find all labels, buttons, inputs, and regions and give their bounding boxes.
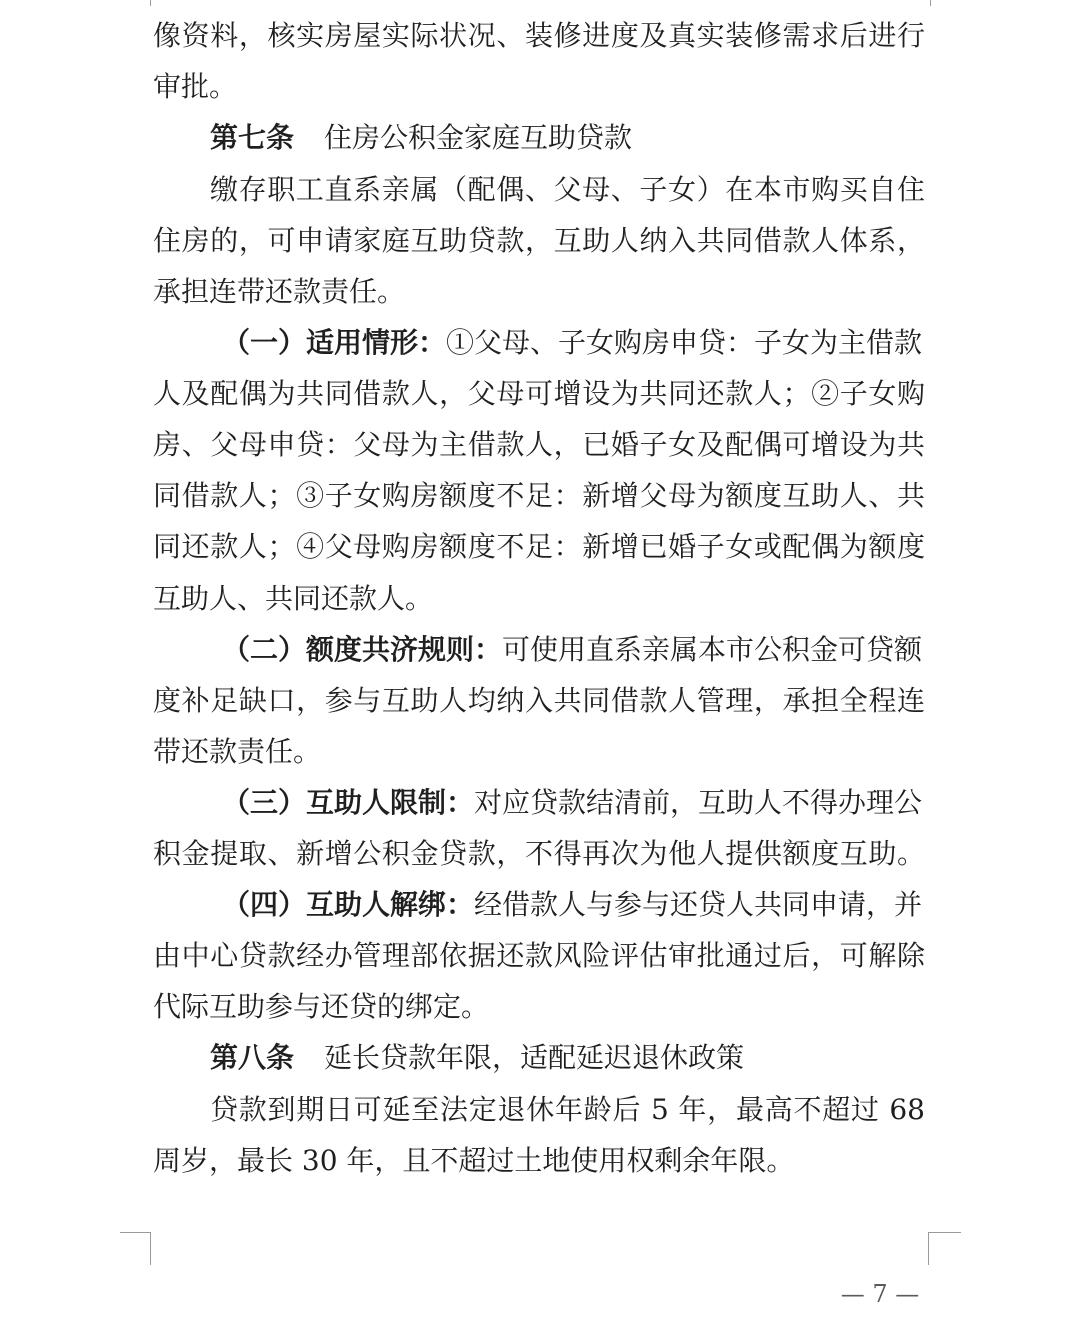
body-line: 同借款人；③子女购房额度不足：新增父母为额度互助人、共 [153, 479, 925, 512]
body-line: 像资料，核实房屋实际状况、装修进度及真实装修需求后进行 [153, 19, 925, 52]
item-one-text: ①父母、子女购房申贷：子女为主借款 [446, 326, 923, 359]
body-line: 度补足缺口，参与互助人均纳入共同借款人管理，承担全程连 [153, 684, 925, 717]
item-three-label: （三）互助人限制： [222, 786, 475, 819]
body-line: 缴存职工直系亲属（配偶、父母、子女）在本市购买自住 [210, 173, 925, 206]
body-line: 房、父母申贷：父母为主借款人，已婚子女及配偶可增设为共 [153, 428, 925, 461]
article-seven-heading [210, 118, 925, 158]
item-three-line [222, 783, 925, 823]
item-one-line [222, 323, 925, 363]
item-two-text: 可使用直系亲属本市公积金可贷额 [502, 633, 923, 666]
crop-mark-bottom-left [120, 1232, 151, 1265]
item-three-text: 对应贷款结清前，互助人不得办理公 [474, 786, 923, 819]
body-line: 积金提取、新增公积金贷款，不得再次为他人提供额度互助。 [153, 837, 925, 870]
article-seven-label: 第七条 [210, 121, 295, 154]
body-line: 同还款人；④父母购房额度不足：新增已婚子女或配偶为额度 [153, 530, 925, 563]
article-eight-heading [210, 1038, 925, 1078]
body-line: 人及配偶为共同借款人，父母可增设为共同还款人；②子女购 [153, 377, 925, 410]
crop-mark-bottom-right [928, 1232, 961, 1265]
body-line: 住房的，可申请家庭互助贷款，互助人纳入共同借款人体系， [153, 224, 925, 257]
body-line: 代际互助参与还贷的绑定。 [153, 990, 490, 1023]
crop-mark-top-left [120, 0, 151, 6]
item-one-label: （一）适用情形： [222, 326, 447, 359]
body-line: 互助人、共同还款人。 [153, 582, 434, 615]
item-two-label: （二）额度共济规则： [222, 633, 503, 666]
item-four-text: 经借款人与参与还贷人共同申请，并 [474, 888, 923, 921]
crop-mark-top-right [930, 0, 961, 6]
body-line: 周岁，最长 30 年，且不超过土地使用权剩余年限。 [153, 1144, 795, 1177]
body-line: 贷款到期日可延至法定退休年龄后 5 年，最高不超过 68 [210, 1093, 925, 1126]
item-four-label: （四）互助人解绑： [222, 888, 475, 921]
article-seven-title: 住房公积金家庭互助贷款 [324, 121, 633, 154]
item-two-line [222, 630, 925, 670]
body-line: 由中心贷款经办管理部依据还款风险评估审批通过后，可解除 [153, 939, 925, 972]
item-four-line [222, 885, 925, 925]
body-line: 审批。 [153, 70, 238, 103]
article-eight-title: 延长贷款年限，适配延迟退休政策 [324, 1041, 745, 1074]
article-eight-label: 第八条 [210, 1041, 295, 1074]
body-line: 带还款责任。 [153, 735, 322, 768]
body-line: 承担连带还款责任。 [153, 275, 406, 308]
page-number: — 7 — [840, 1280, 920, 1308]
